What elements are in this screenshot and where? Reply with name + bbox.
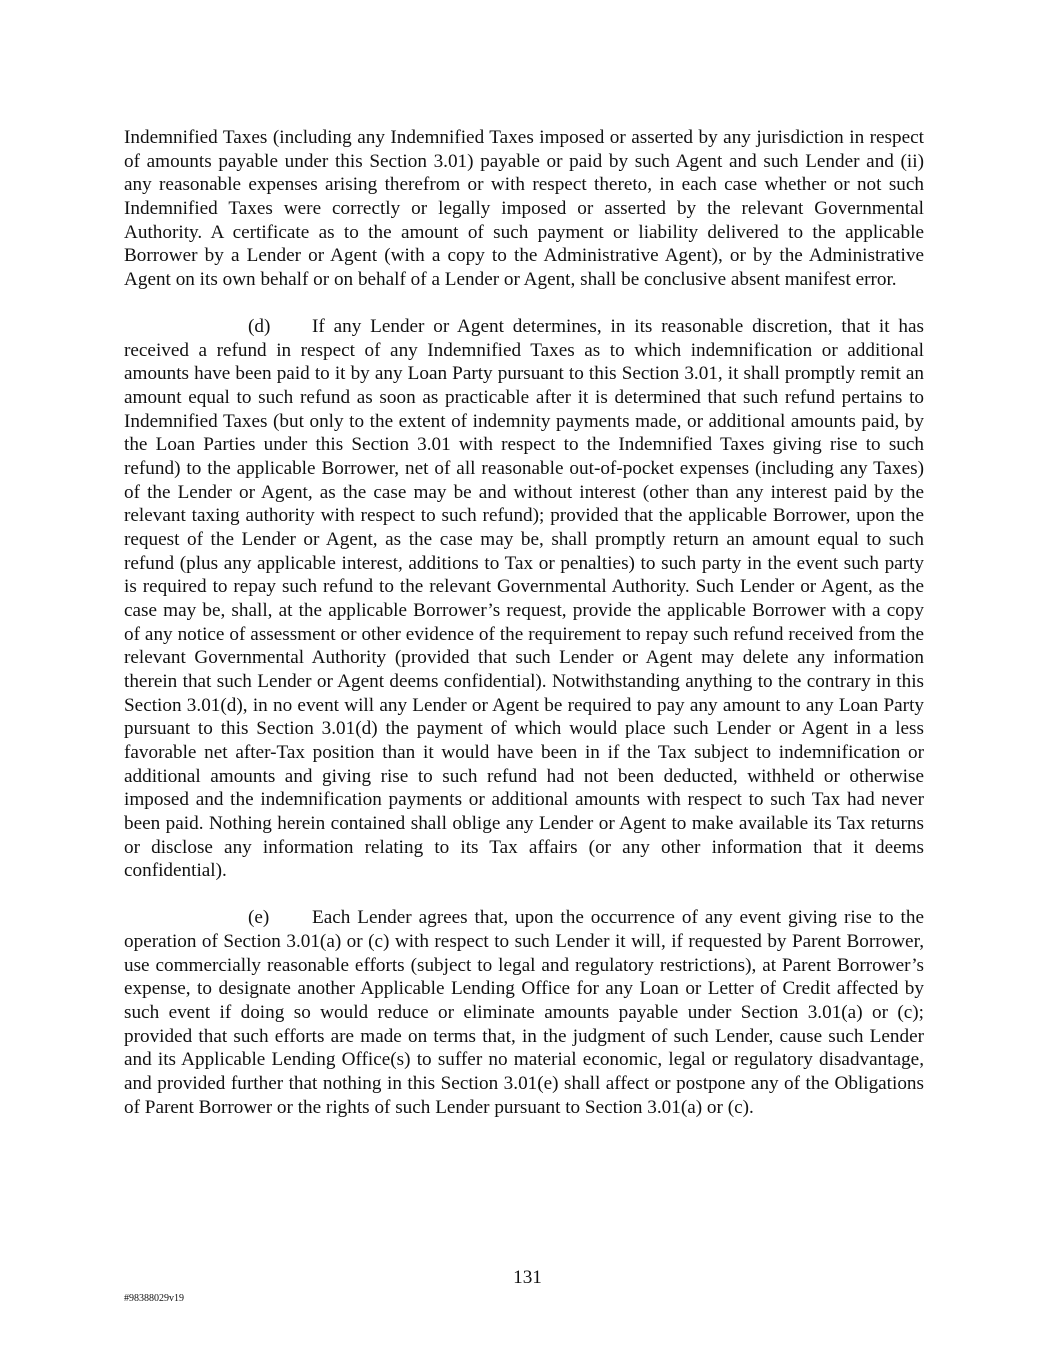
paragraph-d xyxy=(124,315,924,883)
paragraph-text: Indemnified Taxes (including any Indemnified Taxes imposed or asserted by any jurisdiction in respect of amounts payable under this Section 3.01) payable or paid by such Agent and such Lender and (ii) any reasonable expenses arising therefrom or with respect thereto, in each case whether or not such Indemnified Taxes were correctly or legally imposed or asserted by the relevant Governmental Authority. A certificate as to the amount of such payment or liability delivered to the applicable Borrower by a Lender or Agent (with a copy to the Administrative Agent), or by the Administrative Agent on its own behalf or on behalf of a Lender or Agent, shall be conclusive absent manifest error. xyxy=(124,127,924,290)
paragraph-marker: (d) xyxy=(248,316,271,338)
paragraph-continuation xyxy=(124,126,924,292)
paragraph-text: Each Lender agrees that, upon the occurrence of any event giving rise to the operation of Section 3.01(a) or (c) with respect to such Lender it will, if requested by Parent Borrower, use commercially reasonable efforts (subject to legal and regulatory restrictions), at Parent Borrower’s expense, to designate another Applicable Lending Office for any Loan or Letter of Credit affected by such event if doing so would reduce or eliminate amounts payable under Section 3.01(a) or (c); provided that such efforts are made on terms that, in the judgment of such Lender, cause such Lender and its Applicable Lending Office(s) to suffer no material economic, legal or regulatory disadvantage, and provided further that nothing in this Section 3.01(e) shall affect or postpone any of the Obligations of Parent Borrower or the rights of such Lender pursuant to Section 3.01(a) or (c). xyxy=(124,907,924,1118)
paragraph-e xyxy=(124,906,924,1119)
document-body xyxy=(124,126,924,1119)
page-number: 131 xyxy=(513,1267,542,1288)
paragraph-text: If any Lender or Agent determines, in its reasonable discretion, that it has received a refund in respect of any Indemnified Taxes as to which indemnification or additional amounts have been paid to it by any Loan Party pursuant to this Section 3.01, it shall promptly remit an amount equal to such refund as soon as practicable after it is determined that such refund pertains to Indemnified Taxes (but only to the extent of indemnity payments made, or additional amounts paid, by the Loan Parties under this Section 3.01 with respect to the Indemnified Taxes giving rise to such refund) to the applicable Borrower, net of all reasonable out-of-pocket expenses (including any Taxes) of the Lender or Agent, as the case may be and without interest (other than any interest paid by the relevant taxing authority with respect to such refund); provided that the applicable Borrower, upon the request of the Lender or Agent, as the case may be, shall promptly return an amount equal to such refund (plus any applicable interest, additions to Tax or penalties) to such party in the event such party is required to repay such refund to the relevant Governmental Authority. Such Lender or Agent, as the case may be, shall, at the applicable Borrower’s request, provide the applicable Borrower with a copy of any notice of assessment or other evidence of the requirement to repay such refund received from the relevant Governmental Authority (provided that such Lender or Agent may delete any information therein that such Lender or Agent deems confidential). Notwithstanding anything to the contrary in this Section 3.01(d), in no event will any Lender or Agent be required to pay any amount to any Loan Party pursuant to this Section 3.01(d) the payment of which would place such Lender or Agent in a less favorable net after-Tax position than it would have been in if the Tax subject to indemnification or additional amounts and giving rise to such refund had not been deducted, withheld or otherwise imposed and the indemnification payments or additional amounts with respect to such Tax had never been paid. Nothing herein contained shall oblige any Lender or Agent to make available its Tax returns or disclose any information relating to its Tax affairs (or any other information that it deems confidential). xyxy=(124,316,924,882)
document-id: #98388029v19 xyxy=(124,1293,184,1304)
paragraph-marker: (e) xyxy=(248,907,270,929)
